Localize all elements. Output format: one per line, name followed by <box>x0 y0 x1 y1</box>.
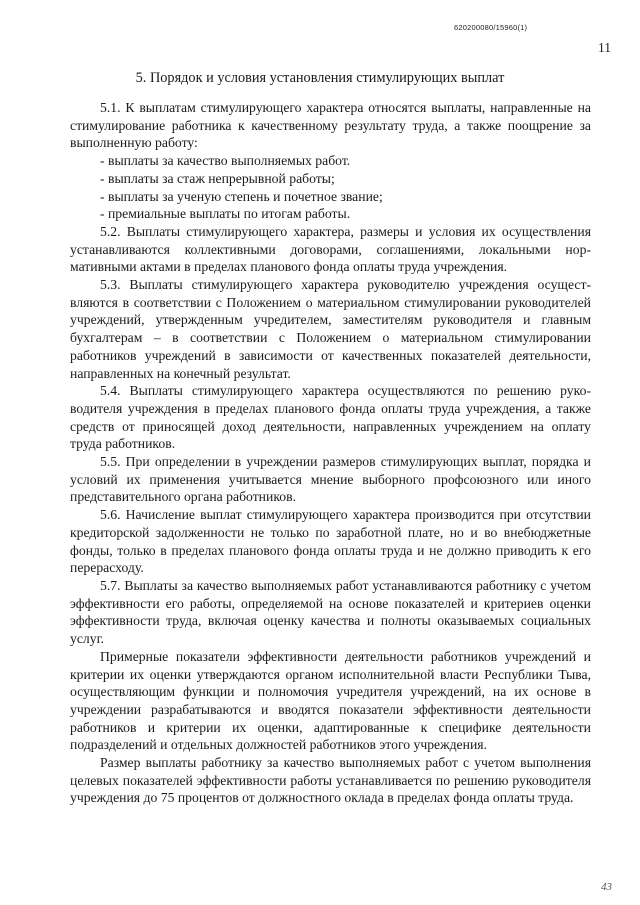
paragraph-5-7: 5.7. Выплаты за качество выполняемых работ устанавливаются работнику с учетом эффективности его работы, определяемой на основе показателей и критериев оценки эффективности труда, включая оценку качества и полноты оказываемых социальных услуг. <box>70 577 591 647</box>
list-item: - выплаты за ученую степень и почетное звание; <box>100 188 383 204</box>
handwritten-page-mark: 43 <box>601 881 612 893</box>
list-item: - выплаты за стаж непрерывной работы; <box>100 170 335 186</box>
page-number: 11 <box>598 40 611 55</box>
paragraph-5-3: 5.3. Выплаты стимулирующего характера руководителю учреждения осуществляются в соответствии с Положением о материальном стимулировании руководителей учреждений, утвержденным учредителем, заместителям руководителя и главным бухгалтерам – в соответствии с Положением о материальном стимулировании работников учреждений в зависимости от качественных показателей деятельности, направленных на конечный результат. <box>70 277 591 381</box>
list-item: - выплаты за качество выполняемых работ. <box>100 153 351 169</box>
paragraph-5-2: 5.2. Выплаты стимулирующего характера, размеры и условия их осуществления устанавливаются коллективными договорами, соглашениями, локальными нормативными актами в пределах планового фонда оплаты труда учреждения. <box>70 223 591 275</box>
paragraph-5-4: 5.4. Выплаты стимулирующего характера осуществляются по решению руководителя учреждения в пределах планового фонда оплаты труда учреждения, а также средств от приносящей доход деятельности, направленных учреждением на оплату труда работников. <box>70 383 591 452</box>
paragraph-5-1: 5.1. К выплатам стимулирующего характера относятся выплаты, направленные на стимулирование работника к качественному результату труда, а также поощрение за выполненную работу: <box>70 100 591 151</box>
section-title: 5. Порядок и условия установления стимулирующих выплат <box>135 70 505 86</box>
paragraph-5-5: 5.5. При определении в учреждении размеров стимулирующих выплат, порядка и условий их применения учитывается мнение выборного профсоюзного или иного представительного органа работников. <box>70 454 591 505</box>
paragraph-indicators: Примерные показатели эффективности деятельности работников учреждений и критерии их оценки утверждаются органом исполнительной власти Республики Тыва, осуществляющим функции и полномочия учредителя учреждений, на их основе в учреждении разрабатываются и вводятся показатели эффективности деятельности работников и критерии их оценки, адаптированные к специфике деятельности подразделений и отдельных должностей работников этого учреждения. <box>70 648 591 753</box>
body-text <box>70 99 591 807</box>
list-item: - премиальные выплаты по итогам работы. <box>100 206 351 222</box>
paragraph-5-6: 5.6. Начисление выплат стимулирующего характера производится при отсутствии кредиторской задолженности не только по заработной плате, но и во внебюджетные фонды, только в пределах планового фонда оплаты труда и не должно приводить к его перерасходу. <box>70 507 591 576</box>
paragraph-payment-size: Размер выплаты работнику за качество выполняемых работ с учетом выполнения целевых показателей эффективности работы устанавливается по решению руководителя учреждения до 75 процентов от должностного оклада в пределах фонда оплаты труда. <box>70 755 591 806</box>
document-id: 620200080/15960(1) <box>454 23 528 32</box>
